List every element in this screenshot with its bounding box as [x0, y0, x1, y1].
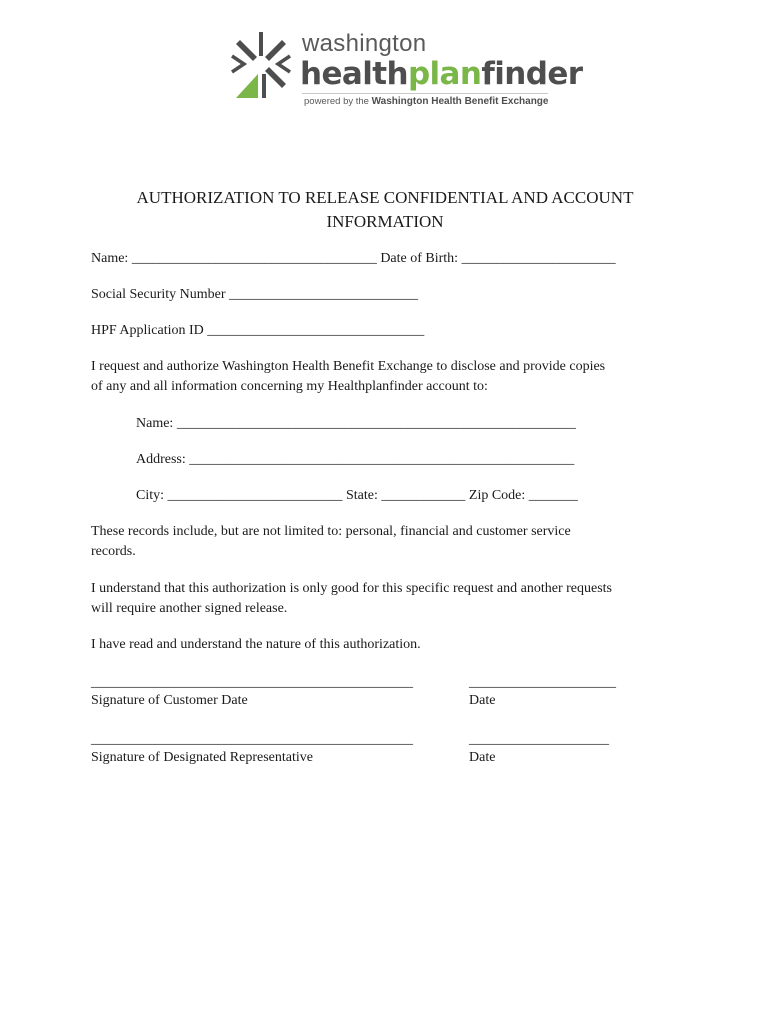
- hpf-application-id-field[interactable]: HPF Application ID _______________________________: [91, 323, 425, 338]
- read-statement: I have read and understand the nature of this authorization.: [91, 637, 421, 652]
- records-paragraph-line-2: records.: [91, 544, 136, 559]
- logo-divider: [302, 93, 548, 94]
- representative-date-label: Date: [469, 750, 496, 765]
- logo-word-finder: finder: [481, 56, 583, 92]
- request-paragraph: [91, 357, 691, 397]
- logo-tagline-prefix: powered by the: [304, 96, 369, 107]
- customer-date-line[interactable]: _____________________: [469, 675, 616, 690]
- understand-paragraph-line-1: I understand that this authorization is only good for this specific request and another requests: [91, 581, 612, 596]
- washington-healthplanfinder-logo: [228, 30, 583, 112]
- document-title: [0, 186, 770, 234]
- recipient-city-state-zip-field[interactable]: City: _________________________ State: ____________ Zip Code: _______: [136, 488, 578, 503]
- customer-signature-label: Signature of Customer Date: [91, 693, 248, 708]
- customer-signature-line[interactable]: ______________________________________________: [91, 675, 413, 690]
- document-title-line-2: INFORMATION: [326, 212, 444, 231]
- understand-paragraph-line-2: will require another signed release.: [91, 601, 288, 616]
- logo-word-healthplanfinder: [300, 57, 582, 91]
- customer-date-label: Date: [469, 693, 496, 708]
- name-dob-field[interactable]: Name: ___________________________________ Date of Birth: ______________________: [91, 251, 616, 266]
- recipient-address-field[interactable]: Address: _______________________________________________________: [136, 452, 575, 467]
- recipient-name-field[interactable]: Name: _________________________________________________________: [136, 416, 576, 431]
- representative-signature-line[interactable]: ______________________________________________: [91, 732, 413, 747]
- request-paragraph-line-1: I request and authorize Washington Health Benefit Exchange to disclose and provide copies: [91, 359, 606, 374]
- records-paragraph-line-1: These records include, but are not limited to: personal, financial and customer service: [91, 524, 571, 539]
- logo-word-plan: plan: [407, 56, 482, 92]
- logo-word-washington: washington: [302, 30, 427, 57]
- representative-date-line[interactable]: ____________________: [469, 732, 609, 747]
- request-paragraph-line-2: of any and all information concerning my Healthplanfinder account to:: [91, 379, 488, 394]
- records-paragraph: [91, 522, 691, 562]
- document-title-line-1: AUTHORIZATION TO RELEASE CONFIDENTIAL AND ACCOUNT: [136, 188, 634, 207]
- logo-tagline: [304, 96, 548, 107]
- representative-signature-label: Signature of Designated Representative: [91, 750, 313, 765]
- logo-word-health: health: [300, 56, 408, 92]
- logo-tagline-org: Washington Health Benefit Exchange: [371, 96, 549, 107]
- ssn-field[interactable]: Social Security Number ___________________________: [91, 287, 419, 302]
- understand-paragraph: [91, 579, 691, 619]
- asterisk-logo-icon: [228, 30, 294, 100]
